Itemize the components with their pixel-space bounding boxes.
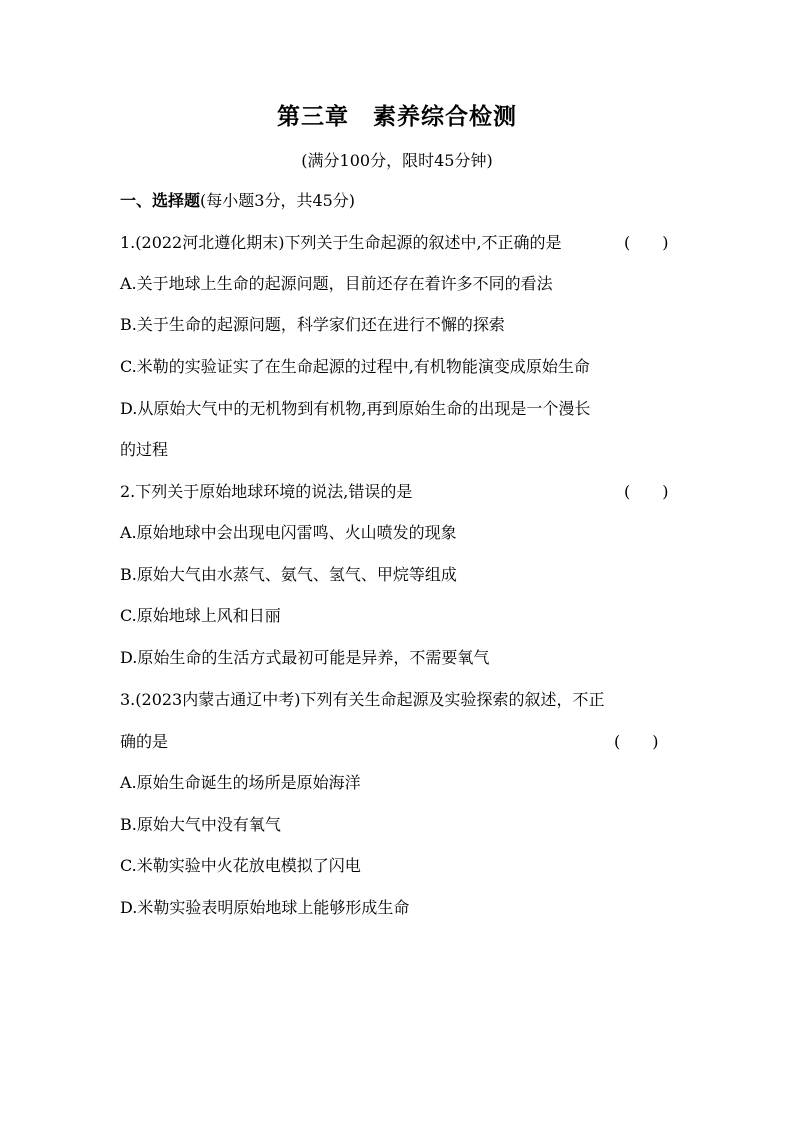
question-2-option-c: C.原始地球上风和日丽 (120, 606, 281, 625)
question-3-option-a: A.原始生命诞生的场所是原始海洋 (120, 773, 361, 792)
question-1-answer-bracket: ( ) (624, 233, 669, 252)
section-heading (120, 190, 676, 212)
question-2-answer-bracket: ( ) (624, 482, 669, 501)
question-3-option-c: C.米勒实验中火花放电模拟了闪电 (120, 856, 361, 875)
page-title: 第三章 素养综合检测 (277, 103, 517, 130)
section-heading-title: 一、选择题 (120, 191, 201, 210)
question-1-option-a: A.关于地球上生命的起源问题，目前还存在着许多不同的看法 (120, 274, 553, 293)
question-2-option-b: B.原始大气由水蒸气、氨气、氢气、甲烷等组成 (120, 565, 457, 584)
question-2-option-a: A.原始地球中会出现电闪雷鸣、火山喷发的现象 (120, 523, 457, 542)
question-1-stem: 1.(2022河北遵化期末)下列关于生命起源的叙述中,不正确的是 (120, 233, 562, 252)
question-3-option-b: B.原始大气中没有氧气 (120, 815, 281, 834)
question-2-stem: 2.下列关于原始地球环境的说法,错误的是 (120, 482, 413, 501)
question-1-option-d: D.从原始大气中的无机物到有机物,再到原始生命的出现是一个漫长 (120, 399, 591, 418)
question-1-option-d-cont: 的过程 (120, 440, 169, 459)
page-subtitle: (满分100分，限时45分钟) (301, 151, 493, 170)
question-3-stem-cont: 确的是 (120, 732, 169, 751)
question-2-option-d: D.原始生命的生活方式最初可能是异养，不需要氧气 (120, 648, 490, 667)
question-3-stem: 3.(2023内蒙古通辽中考)下列有关生命起源及实验探索的叙述，不正 (120, 690, 605, 709)
question-1-option-c: C.米勒的实验证实了在生命起源的过程中,有机物能演变成原始生命 (120, 357, 590, 376)
question-1-option-b: B.关于生命的起源问题，科学家们还在进行不懈的探索 (120, 315, 505, 334)
question-3-option-d: D.米勒实验表明原始地球上能够形成生命 (120, 898, 410, 917)
question-3-answer-bracket: ( ) (614, 732, 659, 751)
section-heading-score: (每小题3分，共45分) (200, 191, 356, 210)
